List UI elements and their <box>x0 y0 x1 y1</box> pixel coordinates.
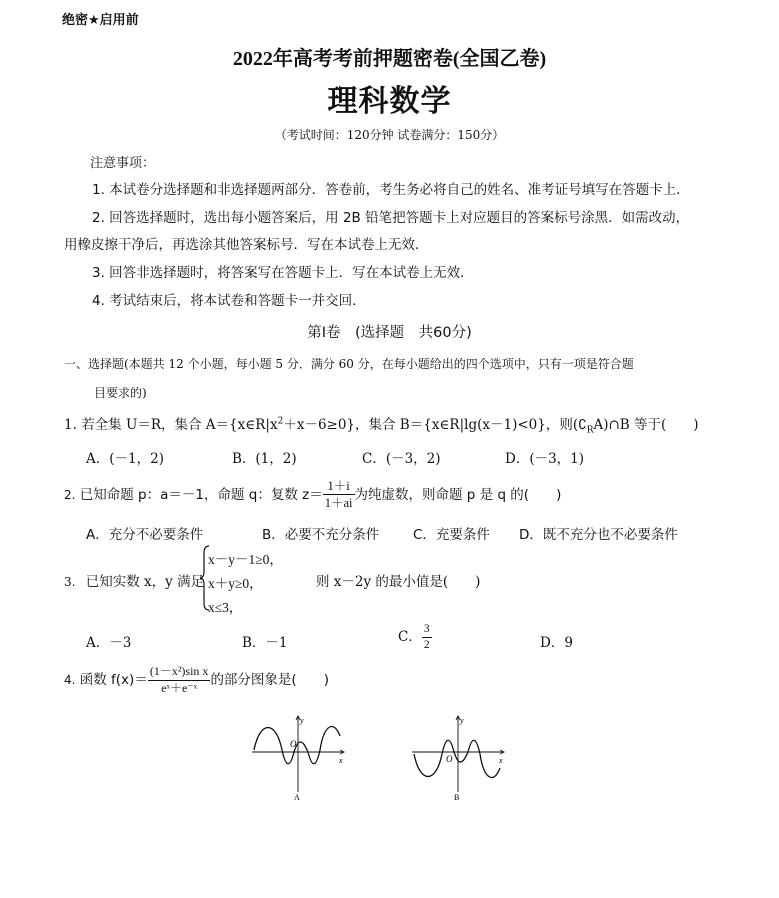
question-text-end: 为纯虚数，则命题 p 是 q 的( ) <box>354 486 562 503</box>
question-text-cont: ＋x－6≥0}，集合 B＝{x∈R|lg(x－1)<0}，则(∁ <box>283 417 587 433</box>
question-text-end: A)∩B 等于( ) <box>593 417 699 433</box>
secret-label: 绝密★启用前 <box>62 13 139 28</box>
q3-condition-2: x＋y≥0， <box>208 576 263 591</box>
option-label: C． <box>398 628 422 645</box>
q1-option-a: A．(－1，2) <box>86 451 164 467</box>
question-number: 3. <box>64 575 76 589</box>
superscript: 2 <box>277 416 284 427</box>
q3-option-c <box>398 622 432 653</box>
notice-item-2-cont: 用橡皮擦干净后，再选涂其他答案标号．写在本试卷上无效． <box>64 237 429 253</box>
q2-option-b: B．必要不充分条件 <box>262 527 380 543</box>
fraction <box>148 664 211 696</box>
origin-label: O <box>446 754 453 764</box>
fraction-numerator: 1＋i <box>323 478 355 495</box>
origin-label: O <box>290 739 297 749</box>
question-1 <box>64 413 699 436</box>
fraction-numerator: 3 <box>422 622 432 638</box>
question-text-end: 的部分图象是( ) <box>210 672 329 689</box>
question-number: 1. <box>64 417 77 433</box>
notice-item-2: 2. 回答选择题时，选出每小题答案后，用 2B 铅笔把答题卡上对应题目的答案标号涂黑．如需改动， <box>92 210 690 226</box>
q3-condition-1: x－y－1≥0， <box>208 552 283 567</box>
graph-a <box>250 712 350 804</box>
fraction-numerator: (1－x²)sin x <box>148 664 211 681</box>
question-number: 4. <box>64 673 76 688</box>
q2-option-c: C．充要条件 <box>413 527 490 543</box>
q1-option-d: D．(－3，1) <box>505 451 585 467</box>
fraction <box>323 478 355 512</box>
x-axis-label: x <box>339 756 343 765</box>
notice-heading: 注意事项： <box>90 156 156 171</box>
question-3-lead <box>64 570 204 590</box>
question-4 <box>64 664 329 696</box>
fraction-denominator: 1＋ai <box>324 496 353 511</box>
y-axis-label: y <box>300 716 304 725</box>
q1-option-c: C．(－3，2) <box>362 451 441 467</box>
curve-a <box>254 727 340 764</box>
q2-option-d: D．既不充分也不必要条件 <box>519 527 678 543</box>
y-axis-label: y <box>460 716 464 725</box>
notice-item-3: 3. 回答非选择题时，将答案写在答题卡上．写在本试卷上无效． <box>92 265 474 281</box>
exam-title: 2022年高考考前押题密卷(全国乙卷) <box>232 48 547 70</box>
question-text: 若全集 U＝R，集合 A＝{x∈R|x <box>81 417 278 433</box>
graph-a-label: A <box>294 793 300 802</box>
question-2 <box>64 478 561 512</box>
fraction-denominator: eˣ＋e⁻ˣ <box>161 680 198 695</box>
question-number: 2. <box>64 487 76 502</box>
subject-title: 理科数学 <box>327 84 452 119</box>
q2-option-a: A．充分不必要条件 <box>86 527 204 543</box>
q3-condition-3: x≤3， <box>208 600 243 615</box>
q3-question-end: 则 x－2y 的最小值是( ) <box>316 574 481 590</box>
time-info: （考试时间：120分钟 试卷满分：150分） <box>274 128 505 142</box>
notice-item-1: 1. 本试卷分选择题和非选择题两部分．答卷前，考生务必将自己的姓名、准考证号填写在答题卡上． <box>92 182 690 198</box>
graph-b <box>410 712 510 804</box>
graph-b-label: B <box>454 793 460 802</box>
question-text: 函数 f(x)＝ <box>79 672 148 689</box>
section-intro-line2: 目要求的) <box>94 386 147 400</box>
fraction-denominator: 2 <box>423 638 430 651</box>
question-text: 已知实数 x，y 满足 <box>85 574 205 590</box>
section-title: 第Ⅰ卷 (选择题 共60分) <box>307 325 472 341</box>
fraction <box>422 622 432 653</box>
x-axis-label: x <box>499 756 503 765</box>
q3-option-b: B．－1 <box>242 635 288 651</box>
notice-item-4: 4. 考试结束后，将本试卷和答题卡一并交回． <box>92 293 366 309</box>
question-text: 已知命题 p：a＝－1，命题 q：复数 z＝ <box>79 486 323 503</box>
q3-option-d: D．9 <box>540 635 573 651</box>
curve-b <box>414 740 500 777</box>
q1-option-b: B．(1，2) <box>232 451 297 467</box>
section-intro-line1: 一、选择题(本题共 12 个小题，每小题 5 分．满分 60 分，在每小题给出的四个选项中，只有一项是符合题 <box>64 357 634 371</box>
subscript: R <box>586 425 594 436</box>
q3-option-a: A．－3 <box>86 635 132 651</box>
